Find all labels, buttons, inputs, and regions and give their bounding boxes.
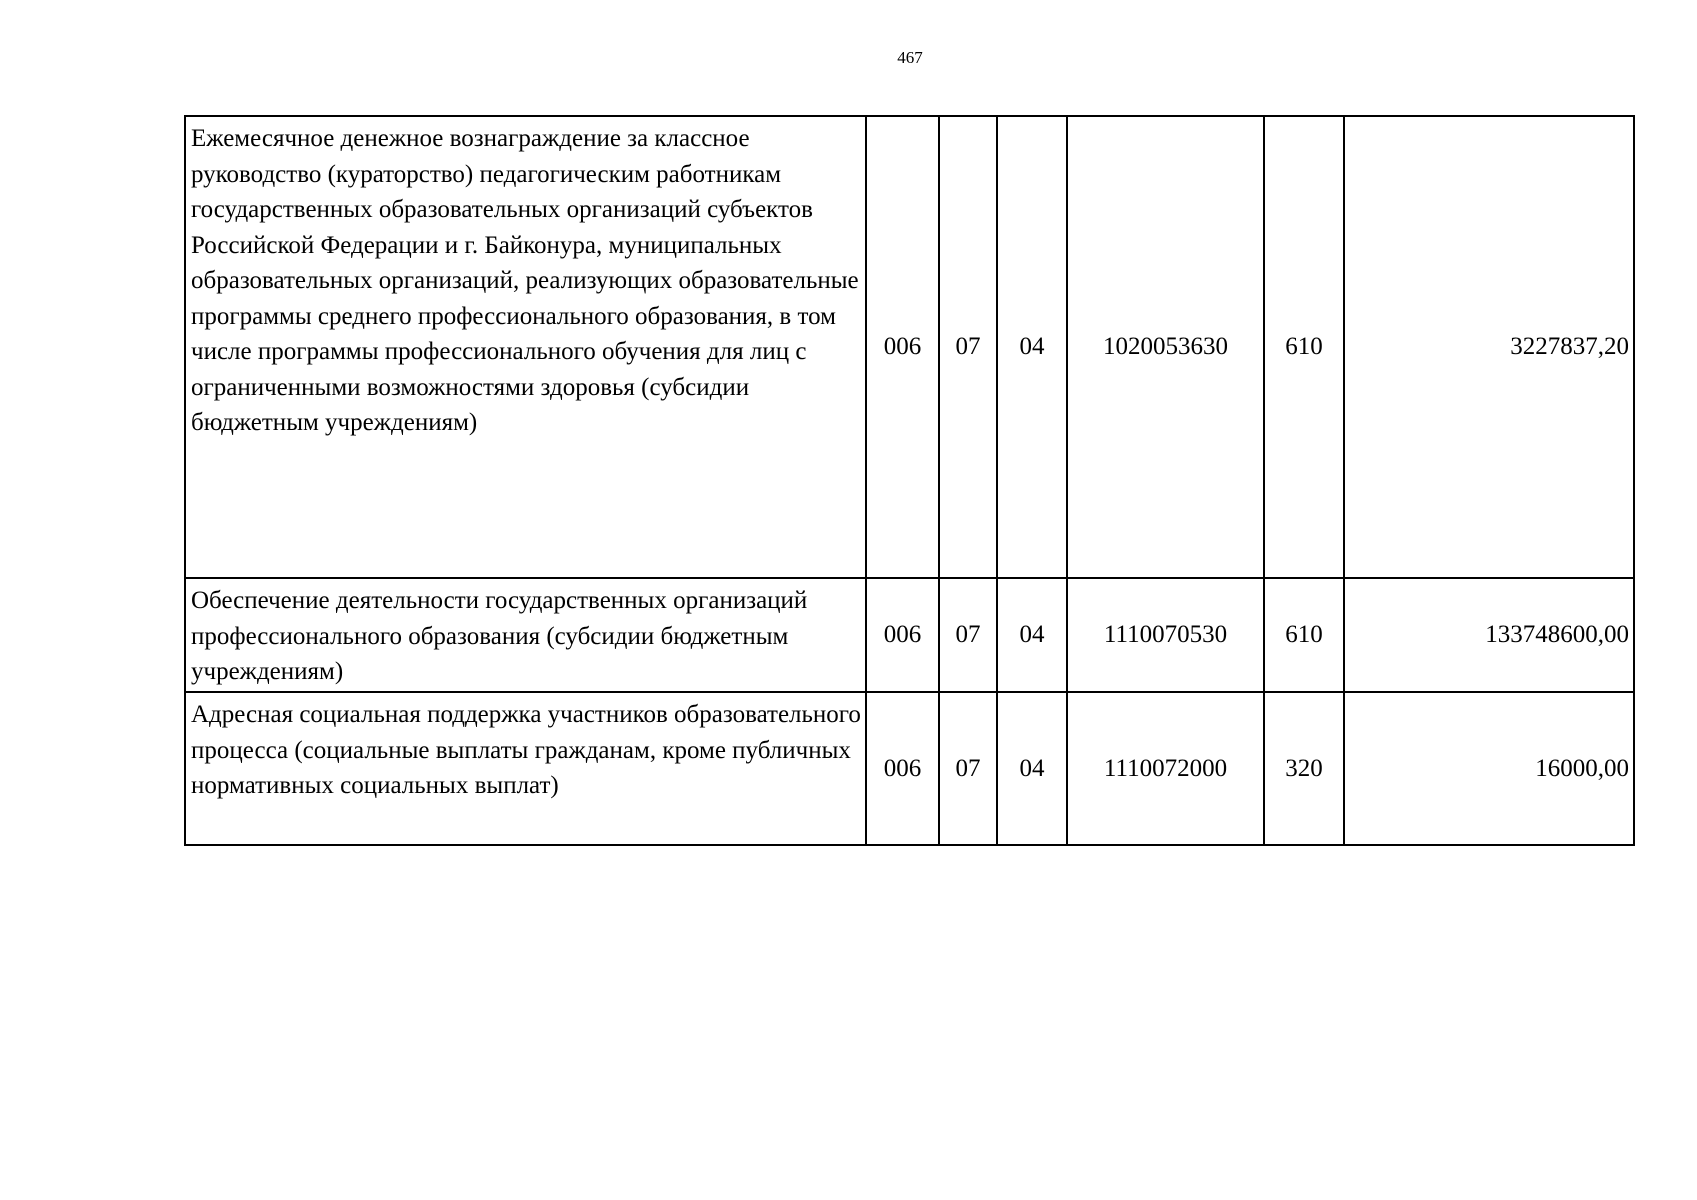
ministry-code: 006: [866, 692, 939, 845]
expense-type-code: 610: [1264, 578, 1344, 692]
table-row: [185, 116, 1634, 578]
subsection-code: 04: [997, 116, 1067, 578]
amount-value: 133748600,00: [1344, 578, 1634, 692]
target-article-code: 1110070530: [1067, 578, 1264, 692]
amount-value: 3227837,20: [1344, 116, 1634, 578]
amount-value: 16000,00: [1344, 692, 1634, 845]
table-row: [185, 578, 1634, 692]
subsection-code: 04: [997, 692, 1067, 845]
page-number: 467: [897, 48, 923, 67]
row-description: Адресная социальная поддержка участников образовательного процесса (социальные выплаты гражданам, кроме публичных нормативных социальных выплат): [185, 692, 866, 845]
expense-type-code: 610: [1264, 116, 1344, 578]
target-article-code: 1020053630: [1067, 116, 1264, 578]
target-article-code: 1110072000: [1067, 692, 1264, 845]
budget-table: [184, 115, 1635, 846]
row-description: Обеспечение деятельности государственных организаций профессионального образования (субсидии бюджетным учреждениям): [185, 578, 866, 692]
subsection-code: 04: [997, 578, 1067, 692]
table-row: [185, 692, 1634, 845]
expense-type-code: 320: [1264, 692, 1344, 845]
ministry-code: 006: [866, 578, 939, 692]
section-code: 07: [939, 692, 997, 845]
ministry-code: 006: [866, 116, 939, 578]
section-code: 07: [939, 578, 997, 692]
section-code: 07: [939, 116, 997, 578]
row-description: Ежемесячное денежное вознаграждение за классное руководство (кураторство) педагогическим работникам государственных образовательных организаций субъектов Российской Федерации и г. Байконура, муниципальных образовательных организаций, реализующих образовательные программы среднего профессионального образования, в том числе программы профессионального обучения для лиц с ограниченными возможностями здоровья (субсидии бюджетным учреждениям): [185, 116, 866, 578]
